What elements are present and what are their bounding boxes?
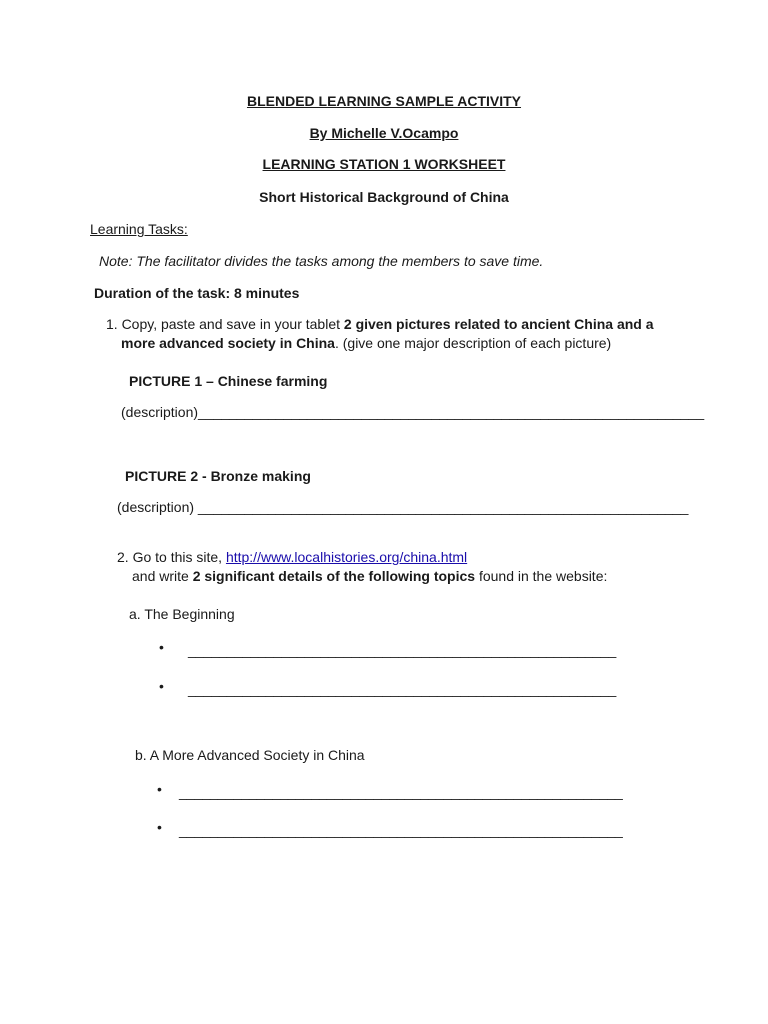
worksheet-subtitle: Short Historical Background of China: [259, 189, 509, 205]
china-history-link[interactable]: http://www.localhistories.org/china.html: [225, 549, 468, 565]
bullet-marker: •: [157, 819, 162, 835]
task-2-bold-text: 2 significant details of the following topics: [192, 568, 476, 584]
task-duration: Duration of the task: 8 minutes: [94, 285, 300, 301]
bullet-marker: •: [157, 781, 162, 797]
picture-2-description-line[interactable]: (description) _______________________________________________________________: [117, 499, 689, 515]
picture-1-description-line[interactable]: (description)_________________________________________________________________: [121, 404, 705, 420]
facilitator-note: Note: The facilitator divides the tasks among the members to save time.: [99, 253, 544, 269]
task-1-bold-part-1: 2 given pictures related to ancient China and a: [343, 316, 654, 332]
task-1-line-1: [106, 315, 654, 333]
task-2-line-2: [132, 567, 607, 585]
bullet-marker: •: [159, 678, 164, 694]
author-line: By Michelle V.Ocampo: [309, 125, 459, 141]
task-1-prefix: 1. Copy, paste and save in your tablet: [106, 316, 344, 332]
picture-2-label: PICTURE 2 - Bronze making: [125, 468, 311, 484]
picture-1-label: PICTURE 1 – Chinese farming: [129, 373, 328, 389]
section-a-heading: a. The Beginning: [129, 606, 235, 622]
station-title: LEARNING STATION 1 WORKSHEET: [262, 156, 506, 172]
section-b-blank-2[interactable]: _________________________________________________________: [179, 822, 623, 838]
section-a-blank-1[interactable]: _______________________________________________________: [188, 642, 617, 658]
section-b-heading: b. A More Advanced Society in China: [135, 747, 365, 763]
task-2-prefix: 2. Go to this site,: [117, 549, 226, 565]
section-b-blank-1[interactable]: _________________________________________________________: [179, 784, 623, 800]
task-1-line-2: [121, 334, 611, 352]
task-2-line-1: [117, 548, 467, 566]
section-a-blank-2[interactable]: _______________________________________________________: [188, 681, 617, 697]
task-2-line-2-prefix: and write: [132, 568, 193, 584]
task-2-line-2-suffix: found in the website:: [475, 568, 608, 584]
task-1-suffix: . (give one major description of each picture): [334, 335, 612, 351]
task-1-bold-part-2: more advanced society in China: [121, 335, 335, 351]
bullet-marker: •: [159, 639, 164, 655]
learning-tasks-heading: Learning Tasks:: [90, 221, 188, 237]
document-title: BLENDED LEARNING SAMPLE ACTIVITY: [246, 93, 522, 109]
